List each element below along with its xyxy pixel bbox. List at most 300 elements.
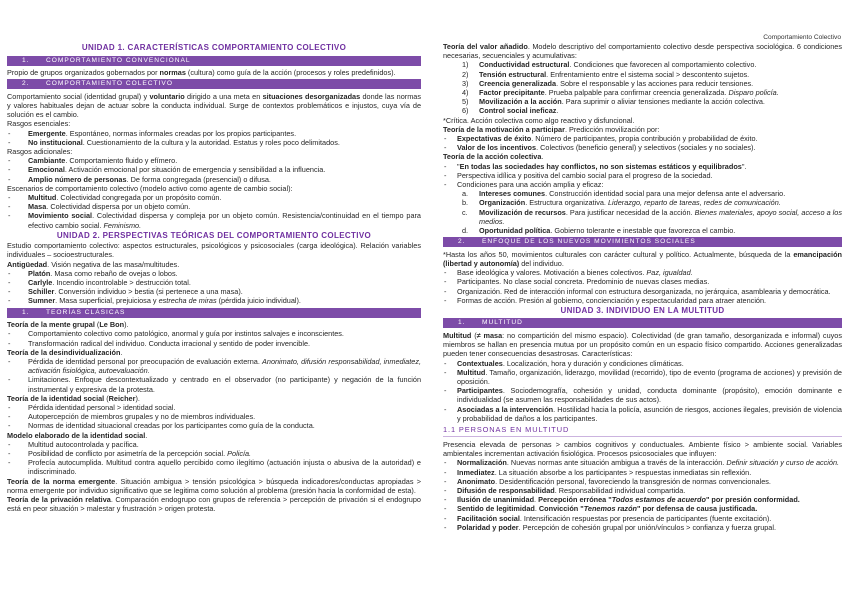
bullet-marker: - <box>8 458 11 468</box>
text-run: . Masa como rebaño de ovejas o lobos. <box>50 268 178 278</box>
bold-term: Sumner <box>28 296 56 306</box>
bold-term: Normalización <box>457 458 507 468</box>
section-bar <box>7 79 421 89</box>
numbered-item <box>443 97 842 106</box>
text-run: . Colectivos (beneficio general) y selectivos (sociales y no sociales). <box>536 143 756 153</box>
bullet-marker: - <box>444 513 447 523</box>
text-run: Rasgos esenciales: <box>7 119 71 129</box>
paragraph <box>443 440 842 458</box>
text-run: ). <box>135 393 140 403</box>
text-run: Base ideológica y valores. Motivación a bienes colectivos. <box>457 268 647 278</box>
text-run: Participantes. No clase social concreta. Predominio de nuevas clases medias. <box>457 277 710 287</box>
bold-term: Teoría de la privación relativa <box>7 495 111 505</box>
numbered-item <box>443 70 842 79</box>
section-label: COMPORTAMIENTO CONVENCIONAL <box>46 56 191 64</box>
bold-italic-quote: Todos estamos de acuerdo <box>611 495 706 505</box>
text-run: ". <box>741 161 747 171</box>
list-number: 5) <box>462 97 469 107</box>
bullet-item <box>7 202 421 211</box>
text-run: Normas de identidad situacional creadas por los participantes como guía de la conducta. <box>28 421 315 431</box>
bold-term: Inmediatez <box>457 467 495 477</box>
text-run: . Comportamiento fluido y efímero. <box>65 156 178 166</box>
bold-term: Schiller <box>28 287 55 297</box>
text-run: . Situación ambigua > tensión psicológica > búsqueda indicadores/conductas apropiadas > norma emergente por individuo significativo que se legitima como solución al problema (presión hacia la conformidad de esta). <box>7 476 421 495</box>
bullet-item <box>7 165 421 174</box>
bullet-marker: - <box>444 286 447 296</box>
bold-term: Teoría de la acción colectiva <box>443 152 542 162</box>
bullet-marker: - <box>444 367 447 377</box>
bullet-item <box>7 175 421 184</box>
bullet-item <box>7 421 421 430</box>
bullet-item <box>443 162 842 171</box>
text-run: . Colectividad dispersa por un objeto común. <box>46 202 191 212</box>
bullet-item <box>443 523 842 532</box>
text-run: Multitud autocontrolada y pacífica. <box>28 439 139 449</box>
text-run: . Hostilidad hacia la policía, asunción de riesgos, acciones ilegales, previsión de violencia y probabilidad de daños a los participantes. <box>457 404 842 423</box>
italic-example: Paz, igualdad. <box>646 268 693 278</box>
bold-term: Oportunidad política <box>479 226 551 236</box>
list-number: c. <box>462 207 468 217</box>
paragraph <box>443 125 842 134</box>
bullet-item <box>443 368 842 386</box>
bold-term: " por presión conformidad. <box>705 495 800 505</box>
bullet-marker: - <box>444 170 447 180</box>
italic-example: Definir situación y curso de acción. <box>726 458 840 468</box>
bullet-item <box>443 268 842 277</box>
bullet-marker: - <box>8 449 11 459</box>
text-run: Comportamiento social (identidad grupal) y <box>7 91 150 101</box>
text-run: ( <box>104 393 109 403</box>
bullet-marker: - <box>8 192 11 202</box>
paragraph <box>7 495 421 513</box>
bullet-item <box>7 296 421 305</box>
left-column <box>7 42 421 513</box>
bold-term: Reicher <box>108 393 136 403</box>
numbered-item <box>443 226 842 235</box>
bullet-item <box>7 357 421 375</box>
bullet-marker: - <box>444 295 447 305</box>
bullet-marker: - <box>444 386 447 396</box>
text-run: . Para justificar necesidad de la acción. <box>565 207 695 217</box>
text-run: Rasgos adicionales: <box>7 146 73 156</box>
bold-term: Control social ineficaz <box>479 106 557 116</box>
bullet-marker: - <box>444 358 447 368</box>
bullet-item <box>7 412 421 421</box>
text-run: . <box>120 347 123 357</box>
text-run: del individuo. <box>519 258 564 268</box>
bold-term: Difusión de responsabilidad <box>457 486 555 496</box>
text-run: . Nuevas normas ante situación ambigua a través de la interacción. <box>506 458 727 468</box>
bullet-marker: - <box>444 522 447 532</box>
bullet-marker: - <box>8 211 11 221</box>
text-run: Limitaciones. Enfoque descontextualizado y centrado en el observador (no participante) y negación de la función instrumental y expresiva de la protesta. <box>28 375 421 394</box>
bullet-marker: - <box>8 403 11 412</box>
text-run: Perspectiva idílica y positiva del cambio social para el progreso de la sociedad. <box>457 170 713 180</box>
paragraph <box>7 184 421 193</box>
text-run: *Hasta los años 50, movimientos culturales con carácter cultural y político. Actualmente, búsqueda de la <box>443 249 794 259</box>
text-run: ). <box>124 320 129 330</box>
text-run: . Enfrentamiento entre el sistema social > descontento sujetos. <box>546 69 750 79</box>
text-run: . Colectividad dispersa y compleja por un objeto común. Resistencia/continuidad en el tiempo para efectivo cambio social. <box>28 211 421 230</box>
bullet-marker: - <box>8 202 11 212</box>
section-number: 1. <box>22 56 30 64</box>
bullet-marker: - <box>444 134 447 144</box>
bullet-marker: - <box>8 156 11 166</box>
bullet-marker: - <box>444 458 447 468</box>
section-number: 1. <box>458 319 466 327</box>
bullet-item <box>7 375 421 393</box>
numbered-item <box>443 60 842 69</box>
bold-term: Conductividad estructural <box>479 60 570 70</box>
bullet-marker: - <box>444 268 447 278</box>
numbered-item <box>443 79 842 88</box>
text-run: Formas de acción. Presión al gobierno, concienciación y espectacularidad para atraer atención. <box>457 295 767 305</box>
bullet-item <box>443 504 842 513</box>
text-run: . Comparación endogrupo con grupos de referencia > percepción de privación si el endogrupo está en peor situación > malestar y frustración > origen protesta. <box>7 495 421 514</box>
italic-example: Feminismo. <box>103 220 142 230</box>
text-run: Autopercepción de miembros grupales y no de miembros individuales. <box>28 412 256 422</box>
italic-example: Liderazgo, reparto de tareas, redes de comunicación. <box>607 198 781 208</box>
bullet-marker: - <box>8 329 11 339</box>
bullet-marker: - <box>444 277 447 287</box>
section-bar <box>7 56 421 66</box>
text-run: . Desidentificación personal, favoreciendo la transgresión de normas convencionales. <box>495 476 771 486</box>
section-label: TEORÍAS CLÁSICAS <box>46 308 126 316</box>
bullet-item <box>7 440 421 449</box>
bullet-marker: - <box>8 412 11 422</box>
bold-term: ≠ masa <box>476 330 503 340</box>
bold-term: Creencia generalizada <box>479 78 557 88</box>
bold-term: Participantes <box>457 386 503 396</box>
bullet-marker: - <box>444 486 447 496</box>
bold-term: Le Bon <box>99 320 125 330</box>
bold-term: Antigüedad <box>7 259 48 269</box>
list-number: 1) <box>462 60 469 70</box>
bullet-item <box>7 269 421 278</box>
numbered-item <box>443 189 842 198</box>
bullet-item <box>7 458 421 476</box>
text-run: . Visión negativa de las masa/multitudes. <box>47 259 180 269</box>
italic-example: Bienes materiales, apoyo social, acceso a los medios. <box>479 207 843 226</box>
bullet-marker: - <box>444 476 447 486</box>
unit-title: UNIDAD 1. CARACTERÍSTICAS COMPORTAMIENTO COLECTIVO <box>81 43 347 52</box>
paragraph <box>7 260 421 269</box>
text-run: Pérdida de identidad personal por preocupación de evaluación externa. <box>28 356 263 366</box>
paragraph <box>7 241 421 259</box>
text-run: Estudio comportamiento colectivo: aspectos estructurales, psicológicos y psicosociales (carga ideológica). Relación variables individuales – socioestructurales. <box>7 241 421 260</box>
bold-term: Convicción " <box>538 504 584 514</box>
text-run: Organización. Red de interacción informal con estructura desorganizada, no jerárquica, asamblearia y democrática. <box>457 286 831 296</box>
bullet-item <box>443 359 842 368</box>
text-run: ( <box>471 330 477 340</box>
paragraph <box>443 250 842 268</box>
paragraph <box>7 92 421 120</box>
list-number: 2) <box>462 69 469 79</box>
bullet-item <box>443 458 842 467</box>
bold-term: Facilitación social <box>457 513 520 523</box>
bullet-item <box>7 129 421 138</box>
section-bar <box>443 318 842 328</box>
bullet-item <box>7 403 421 412</box>
section-label: MULTITUD <box>482 319 523 327</box>
paragraph <box>7 348 421 357</box>
paragraph <box>7 477 421 495</box>
paragraph <box>7 431 421 440</box>
text-run: . Localización, hora y duración y condiciones climáticas. <box>502 358 684 368</box>
text-run: . Sobre el responsable y las acciones para reducir tensiones. <box>556 78 754 88</box>
text-run: . <box>534 504 539 514</box>
text-run: . Colectividad congregada por un propósito común. <box>56 192 222 202</box>
bold-term: Teoría de la mente grupal <box>7 320 95 330</box>
bullet-marker: - <box>444 161 447 171</box>
paragraph <box>443 116 842 125</box>
bullet-item <box>443 405 842 423</box>
bullet-marker: - <box>8 287 11 297</box>
bold-term: emancipación (libertad y autonomía) <box>443 249 842 268</box>
bold-term: Contextuales <box>457 358 503 368</box>
unit-title: UNIDAD 2. PERSPECTIVAS TEÓRICAS DEL COMPORTAMIENTO COLECTIVO <box>56 230 372 240</box>
section-label: COMPORTAMIENTO COLECTIVO <box>46 80 173 88</box>
bold-term: Anonimato <box>457 476 496 486</box>
running-header: Comportamiento Colectivo <box>763 34 841 41</box>
bullet-item <box>7 449 421 458</box>
bullet-marker: - <box>8 421 11 431</box>
bold-term: Movimiento social <box>28 211 93 221</box>
bold-term: Polaridad y poder <box>457 522 519 532</box>
bullet-item <box>443 477 842 486</box>
bullet-marker: - <box>8 128 11 138</box>
section-label: ENFOQUE DE LOS NUEVOS MOVIMIENTOS SOCIALES <box>482 238 696 246</box>
list-number: d. <box>462 226 469 236</box>
text-run: ( <box>94 320 100 330</box>
bullet-marker: - <box>8 278 11 288</box>
bold-term: Tensión estructural <box>479 69 547 79</box>
text-run: Posibilidad de conflicto por asimetría de la percepción social. <box>28 449 228 459</box>
text-run: . Incendio incontrolable > destrucción total. <box>52 278 191 288</box>
bold-term: Percepción errónea " <box>538 495 612 505</box>
bold-term: Movilización a la acción <box>479 97 562 107</box>
bold-term: Teoría de la motivación a participar <box>443 124 565 134</box>
paragraph <box>7 68 421 77</box>
paragraph <box>443 42 842 60</box>
text-run: Pérdida identidad personal > identidad social. <box>28 403 176 412</box>
bullet-marker: - <box>444 495 447 505</box>
bold-term: Platón <box>28 268 51 278</box>
bullet-item <box>443 495 842 504</box>
italic-example: Policía. <box>227 449 252 459</box>
bullet-marker: - <box>444 504 447 514</box>
bold-term: Amplio número de personas <box>28 174 127 184</box>
bullet-item <box>7 211 421 229</box>
bullet-item <box>443 386 842 404</box>
bold-term: normas <box>159 68 186 77</box>
bullet-item <box>7 138 421 147</box>
list-number: a. <box>462 189 469 199</box>
list-number: 4) <box>462 88 469 98</box>
section-bar <box>7 308 421 318</box>
italic-example: Disparo policía. <box>728 88 779 98</box>
bold-term: Cambiante <box>28 156 66 166</box>
bold-term: Carlyle <box>28 278 53 288</box>
bold-term: No institucional <box>28 137 83 147</box>
text-run: Condiciones para una acción amplia y eficaz: <box>457 180 604 190</box>
bullet-item <box>443 514 842 523</box>
bullet-marker: - <box>8 338 11 348</box>
bullet-marker: - <box>8 174 11 184</box>
bullet-marker: - <box>8 137 11 147</box>
bullet-marker: - <box>8 356 11 366</box>
text-run: Transformación radical del individuo. Conducta irracional y sentido de poder invencible. <box>28 338 311 348</box>
bold-term: Teoría del valor añadido <box>443 42 528 51</box>
bullet-marker: - <box>444 180 447 190</box>
text-run: dirigido a una meta en <box>184 91 263 101</box>
text-run: *Crítica. Acción colectiva como algo reactivo y disfuncional. <box>443 115 635 125</box>
bullet-item <box>443 180 842 189</box>
text-run: " <box>457 161 460 171</box>
paragraph <box>443 331 842 359</box>
bold-italic-quote: Tenemos razón <box>583 504 637 514</box>
bullet-item <box>443 171 842 180</box>
text-run: . Tamaño, organización, liderazgo, movilidad (recorrido), tipo de evento (programa de acciones) y previsión de oposición. <box>457 367 842 386</box>
text-run: Escenarios de comportamiento colectivo (modelo activo como agente de cambio social): <box>7 183 293 193</box>
paragraph <box>7 320 421 329</box>
text-run: (pérdida juicio individual). <box>216 296 301 306</box>
italic-example: estrecha de miras <box>158 296 217 306</box>
bold-term: Emocional <box>28 165 65 175</box>
paragraph <box>7 147 421 156</box>
text-run: Propio de grupos organizados gobernados por <box>7 68 160 77</box>
bold-term: Teoría de la desindividualización <box>7 347 121 357</box>
text-run: . Construcción identidad social para una mejor defensa ante el adversario. <box>545 189 786 199</box>
bullet-item <box>443 486 842 495</box>
bullet-marker: - <box>8 268 11 278</box>
numbered-item <box>443 106 842 115</box>
bold-term: Masa <box>28 202 47 212</box>
bold-term: Factor precipitante <box>479 88 545 98</box>
numbered-item <box>443 198 842 207</box>
italic-example: Anonimato, difusión responsabilidad, inmediatez, activación fisiológica, autoevaluación. <box>28 356 421 376</box>
bullet-item <box>7 329 421 338</box>
text-run: . Percepción de cohesión grupal por unión/vínculos > confianza y fuerza grupal. <box>518 522 777 532</box>
text-run: . La situación absorbe a los participantes > respuestas inmediatas sin reflexión. <box>494 467 752 477</box>
text-run: . Para suprimir o aliviar tensiones mediante la acción colectiva. <box>561 97 765 107</box>
text-run: . Número de participantes, propia contribución y probabilidad de éxito. <box>531 134 758 144</box>
numbered-item <box>443 208 842 226</box>
paragraph <box>7 394 421 403</box>
bullet-item <box>443 296 842 305</box>
bullet-item <box>7 193 421 202</box>
text-run: Comportamiento colectivo como patológico, anormal y guía por instintos salvajes e inconscientes. <box>28 329 344 339</box>
list-number: 3) <box>462 78 469 88</box>
bold-term: En todas las sociedades hay conflictos, no son sistemas estáticos y equilibrados <box>459 161 742 171</box>
bullet-marker: - <box>444 143 447 153</box>
bullet-item <box>7 278 421 287</box>
text-run: . Activación emocional por situación de emergencia y sensibilidad a la influencia. <box>64 165 326 175</box>
bold-term: Intereses comunes <box>479 189 546 199</box>
section-number: 2. <box>22 80 30 88</box>
bullet-item <box>443 277 842 286</box>
text-run: . Espontáneo, normas informales creadas por los propios participantes. <box>65 128 297 138</box>
text-run: . Masa superficial, prejuiciosa y <box>55 296 159 306</box>
bold-term: Teoría de la norma emergente <box>7 476 116 486</box>
bullet-item <box>443 287 842 296</box>
text-run: . Estructura organizativa. <box>525 198 608 208</box>
bold-term: Teoría de la identidad social <box>7 393 105 403</box>
bullet-item <box>7 287 421 296</box>
unit-title: UNIDAD 3. INDIVIDUO EN LA MULTITUD <box>560 305 725 315</box>
list-number: 6) <box>462 106 469 116</box>
text-run: . Responsabilidad individual compartida. <box>554 486 686 496</box>
text-run: . De forma congregada (presencial) o difusa. <box>126 174 271 184</box>
text-run: . <box>534 495 539 505</box>
bullet-marker: - <box>8 296 11 306</box>
text-run: . Conversión individuo > bestia (si pertenece a una masa). <box>54 287 243 297</box>
text-run: . Condiciones que favorecen al comportamiento colectivo. <box>569 60 757 70</box>
text-run: . Intensificación respuestas por presencia de participantes (fuente excitación). <box>519 513 772 523</box>
paragraph <box>7 119 421 128</box>
text-run: . <box>556 106 559 116</box>
text-run: . Prueba palpable para confirmar creencia generalizada. <box>544 88 729 98</box>
list-number: b. <box>462 198 469 208</box>
bold-term: Asociadas a la intervención <box>457 404 554 414</box>
bullet-marker: - <box>8 439 11 449</box>
bold-term: Modelo elaborado de la identidad social <box>7 430 146 440</box>
text-run: . <box>541 152 544 162</box>
bold-term: Expectativas de éxito <box>457 134 532 144</box>
bullet-item <box>7 339 421 348</box>
text-run: : no compartición del mismo espacio). Colectividad (de gran tamaño, desorganizada e informal) cuyos miembros se hallan en presencia mutua por un propósito común en un espacio físico compartido. Acciones generalizadas pueden tener consecuencias desastrosas. Características: <box>443 330 842 359</box>
text-run: . Cuestionamiento de la cultura y la autoridad. Estatus y roles poco delimitados. <box>82 137 340 147</box>
text-run: . Modelo descriptivo del comportamiento colectivo desde perspectiva sociológica. 6 condiciones necesarias, secuenciales y acumulativas: <box>443 42 842 61</box>
bullet-item <box>443 143 842 152</box>
bold-term: Ilusión de unanimidad <box>457 495 535 505</box>
section-number: 2. <box>458 238 466 246</box>
bold-term: voluntario <box>149 91 185 101</box>
section-bar <box>443 237 842 247</box>
bold-term: Multitud <box>443 330 472 340</box>
bold-term: Valor de los incentivos <box>457 143 537 153</box>
bold-term: Emergente <box>28 128 66 138</box>
bullet-marker: - <box>8 165 11 175</box>
text-run: . <box>145 430 148 440</box>
section-number: 1. <box>22 308 30 316</box>
subsection-heading: 1.1 PERSONAS EN MULTITUD <box>443 425 842 437</box>
paragraph <box>443 152 842 161</box>
bold-term: Organización <box>479 198 526 208</box>
text-run: donde las normas y valores habituales dejan de actuar sobre la conducta individual. Surge de contextos problemáticos e injustos, cuya vía de solución es el cambio. <box>7 91 421 120</box>
text-run: (cultura) como guía de la acción (procesos y roles predefinidos). <box>185 68 396 77</box>
text-run: . Sociodemografía, cohesión y unidad, conducta dominante (propósito), emoción dominante e individualidad (se asumen las responsabilidades de sus actos). <box>457 386 842 405</box>
bullet-marker: - <box>444 404 447 414</box>
bullet-marker: - <box>444 467 447 477</box>
bold-term: situaciones desorganizadas <box>262 91 361 101</box>
right-column <box>443 42 842 532</box>
bold-term: Multitud <box>28 192 57 202</box>
bullet-marker: - <box>8 375 11 385</box>
text-run: . Gobierno tolerante e inestable que favorezca el cambio. <box>550 226 736 236</box>
numbered-item <box>443 88 842 97</box>
text-run: . Predicción movilización por: <box>564 124 660 134</box>
bold-term: " por defensa de causa justificada. <box>637 504 758 514</box>
bold-term: Movilización de recursos <box>479 207 566 217</box>
text-run: Presencia elevada de personas > cambios cognitivos y conductuales. Ambiente físico > ambiente social. Variables ambientales incrementan activación fisiológica. Procesos psicosociales que influyen: <box>443 440 842 459</box>
bold-term: Multitud <box>457 367 486 377</box>
text-run: Profecía autocumplida. Multitud contra aquello percibido como ilegítimo (actuación injusta o abusiva de la autoridad) e indiscriminado. <box>28 458 421 477</box>
bullet-item <box>443 134 842 143</box>
bullet-item <box>443 468 842 477</box>
bold-term: Sentido de legitimidad <box>457 504 535 514</box>
bullet-item <box>7 156 421 165</box>
